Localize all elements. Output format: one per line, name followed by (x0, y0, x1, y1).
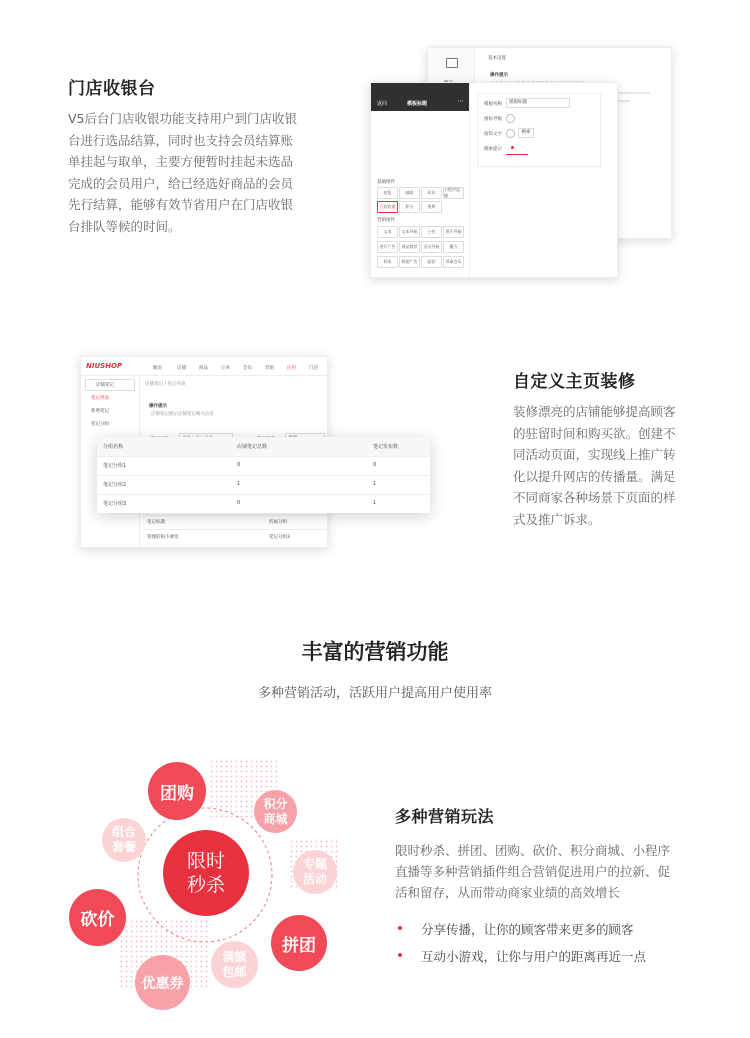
nav-shop[interactable]: 门店 (309, 366, 318, 371)
cell-total: 1 (237, 481, 241, 487)
cell-published: 1 (373, 500, 377, 506)
settings-title: 基本设置 (488, 56, 506, 61)
bubble-youhui: 优惠券 (135, 955, 190, 1010)
nav-orders[interactable]: 订单 (221, 366, 230, 371)
phone-title: 模板标题 (407, 101, 428, 107)
store-select-label: 店铺笔记 (96, 383, 114, 388)
store-select[interactable] (85, 379, 135, 391)
bubble-xianshi: 限时 秒杀 (163, 830, 249, 916)
side-add-note[interactable]: 新增笔记 (91, 409, 109, 414)
bubble-pintuan: 拼团 (271, 915, 327, 971)
tips-title: 操作提示 (149, 404, 167, 409)
table-row (97, 456, 430, 476)
component-member[interactable]: 领取会员 (443, 256, 464, 268)
prop-label-name: 模板名称 (484, 102, 502, 107)
component-gallery[interactable]: 图库 (421, 201, 442, 213)
component-helper[interactable]: 辅助 (399, 187, 420, 199)
component-cube[interactable]: 魔方 (443, 241, 464, 253)
marketing-heading: 丰富的营销功能 (301, 640, 449, 664)
table-header-row (97, 437, 430, 457)
bullet-dot (398, 926, 402, 930)
tips-text: 店铺笔记展示店铺笔记相关信息 (151, 412, 214, 417)
cell-total: 0 (237, 462, 241, 468)
bubble-kanjia: 砍价 (69, 889, 126, 946)
required-dot (511, 146, 514, 149)
component-image-ad[interactable]: 图片广告 (377, 241, 398, 253)
component-notice[interactable]: 公告 (421, 226, 442, 238)
nav-apps[interactable]: 应用 (287, 366, 296, 371)
nav-members[interactable]: 会员 (243, 366, 252, 371)
th-group-name: 分组名称 (103, 444, 124, 450)
icon-nav-radio[interactable] (506, 114, 515, 123)
bubble-manjian: 满额 包邮 (211, 941, 258, 988)
th-total: 店铺笔记总数 (237, 444, 268, 450)
component-text-nav[interactable]: 文本导航 (399, 226, 420, 238)
side-note-groups[interactable]: 笔记分组 (91, 422, 109, 427)
marketing-play-desc: 限时秒杀、拼团、团购、砍价、积分商城、小程序直播等多种营销插件组合营销促进用户的拉新、促活和留存，从而带动商家业绩的高效增长 (395, 843, 671, 900)
nav-marketing[interactable]: 营销 (265, 366, 274, 371)
col-group: 所属分组 (269, 520, 287, 525)
niushop-logo: NIUSHOP (86, 362, 123, 370)
cell-group: 笔记分组1 (103, 463, 127, 469)
back-link[interactable]: 返回 (377, 101, 388, 107)
prop-label-search: 搜索提示 (484, 147, 502, 152)
note-group-cell: 笔记分组3 (269, 535, 290, 540)
marketing-play-title: 多种营销玩法 (395, 807, 495, 826)
note-title-cell: 管理的狗小课堂 (147, 535, 179, 540)
marketing-components-label: 营销组件 (377, 218, 395, 223)
template-name-input[interactable]: 模板标题 (506, 98, 570, 108)
homepage-decor-title: 自定义主页装修 (513, 372, 636, 392)
bullet-dot (398, 953, 402, 957)
search-button[interactable]: 搜索 (518, 128, 534, 138)
component-goods[interactable]: 商品推荐 (399, 241, 420, 253)
bubble-jifen: 积分 商城 (254, 790, 297, 833)
breadcrumb: 店铺笔记 / 笔记列表 (145, 382, 186, 387)
more-icon[interactable]: ⋯ (457, 97, 464, 105)
bubble-tuangou: 团购 (148, 762, 206, 820)
component-button[interactable]: 按钮 (377, 187, 398, 199)
component-groupbuy-ad[interactable]: 拼团广告 (399, 256, 420, 268)
cell-group: 笔记分组3 (103, 501, 127, 507)
col-note-title: 笔记标题 (147, 520, 165, 525)
nav-goods[interactable]: 商品 (199, 366, 208, 371)
marketing-subheading: 多种营销活动，活跃用户提高用户使用率 (257, 686, 492, 701)
component-image-nav[interactable]: 图片导航 (443, 226, 464, 238)
cell-published: 0 (373, 462, 377, 468)
nav-overview[interactable]: 概况 (153, 366, 162, 371)
store-cashier-title: 门店收银台 (68, 79, 156, 99)
table-row (97, 475, 430, 495)
bullet-share: 分享传播，让你的顾客带来更多的顾客 (421, 922, 634, 937)
note-group-table (97, 437, 430, 513)
cell-total: 0 (237, 500, 241, 506)
component-seckill[interactable]: 秒杀 (377, 256, 398, 268)
component-activity-nav[interactable]: 活动导航 (421, 241, 442, 253)
side-notes-list[interactable]: 笔记列表 (91, 396, 109, 401)
phone-header (371, 83, 469, 111)
store-cashier-desc: V5后台门店收银功能支持用户到门店收银台进行选品结算，同时也支持会员结算账单挂起与取单，主要方便暂时挂起未选品完成的会员用户，给已经选好商品的会员先行结算，能够有效节省用户在门店收银台排队等候的时间。 (68, 111, 298, 234)
property-panel (477, 93, 601, 167)
component-text[interactable]: 文本 (377, 226, 398, 238)
component-store-cashier[interactable]: 门店收银 (377, 201, 398, 213)
prop-label-icon: 图标导航 (484, 117, 502, 122)
th-published: 笔记发布数 (373, 444, 399, 450)
tips-title: 操作提示 (490, 73, 508, 78)
store-icon (446, 58, 458, 68)
bullet-game: 互动小游戏，让你与用户的距离再近一点 (421, 949, 647, 964)
page-editor-screenshot (370, 82, 618, 278)
component-points[interactable]: 积分 (399, 201, 420, 213)
bubble-zhuanti: 专题 活动 (293, 850, 337, 894)
cell-group: 笔记分组2 (103, 482, 127, 488)
table-row (97, 494, 430, 513)
component-bargain[interactable]: 砍价 (421, 256, 442, 268)
prop-label-button: 按钮文字 (484, 132, 502, 137)
nav-store[interactable]: 店铺 (177, 366, 186, 371)
bubble-zuhe: 组合 套餐 (102, 818, 146, 862)
button-radio[interactable] (506, 129, 515, 138)
cell-published: 1 (373, 481, 377, 487)
basic-components-label: 基础组件 (377, 180, 395, 185)
homepage-decor-desc: 装修漂亮的店铺能够提高顾客的驻留时间和购买欲。创建不同活动页面，实现线上推广转化以提升网店的传播量。满足不同商家各种场景下页面的样式及推广诉求。 (513, 404, 676, 527)
component-badge[interactable]: 标识 (421, 187, 442, 199)
component-live[interactable]: 小程序直播 (443, 187, 464, 199)
